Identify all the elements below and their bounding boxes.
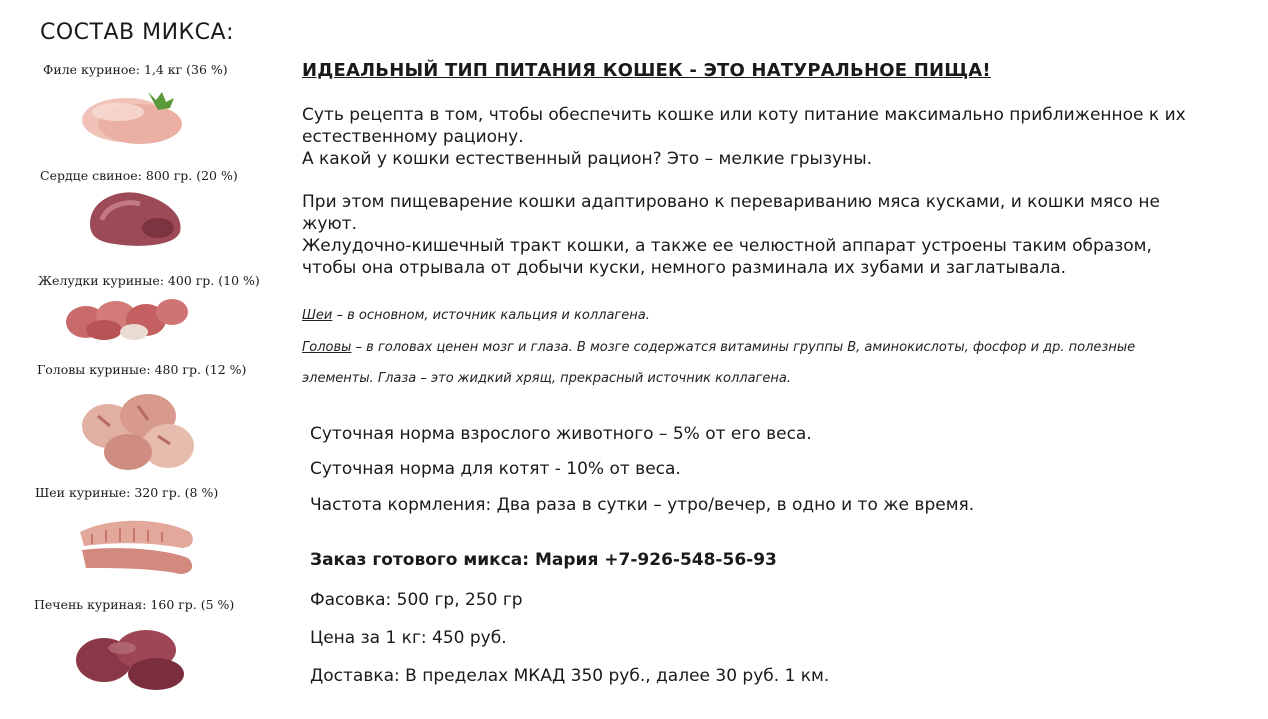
order-delivery: Доставка: В пределах МКАД 350 руб., далее 30 руб. 1 км. bbox=[310, 666, 830, 686]
paragraph-line: А какой у кошки естественный рацион? Это – мелкие грызуны. bbox=[302, 149, 873, 169]
chicken-heads-image bbox=[78, 386, 198, 476]
ingredient-label-chicken-liver: Печень куриная: 160 гр. (5 %) bbox=[34, 597, 235, 612]
ingredient-label-chicken-fillet: Филе куриное: 1,4 кг (36 %) bbox=[43, 62, 228, 77]
paragraph-line: чтобы она отрывала от добычи куски, немного разминала их зубами и заглатывала. bbox=[302, 258, 1067, 278]
note-heads bbox=[302, 340, 1135, 355]
note-necks-text: – в основном, источник кальция и коллагена. bbox=[332, 308, 650, 323]
note-heads-text: – в головах ценен мозг и глаза. В мозге содержатся витамины группы В, аминокислоты, фосфор и др. полезные bbox=[351, 340, 1136, 355]
paragraph-line: жуют. bbox=[302, 214, 357, 234]
paragraph-line: естественному рациону. bbox=[302, 127, 524, 147]
ingredient-label-chicken-gizzards: Желудки куриные: 400 гр. (10 %) bbox=[38, 273, 260, 288]
norm-kittens: Суточная норма для котят - 10% от веса. bbox=[310, 459, 681, 479]
note-necks-term: Шеи bbox=[302, 308, 333, 323]
chicken-gizzards-image bbox=[64, 290, 190, 346]
paragraph-line: При этом пищеварение кошки адаптировано к перевариванию мяса кусками, и кошки мясо не bbox=[302, 192, 1160, 212]
feeding-frequency: Частота кормления: Два раза в сутки – утро/вечер, в одно и то же время. bbox=[310, 495, 975, 515]
note-heads-term: Головы bbox=[302, 340, 352, 355]
ingredient-label-pork-heart: Сердце свиное: 800 гр. (20 %) bbox=[40, 168, 238, 183]
ingredient-label-chicken-heads: Головы куриные: 480 гр. (12 %) bbox=[37, 362, 247, 377]
note-heads-continued: элементы. Глаза – это жидкий хрящ, прекрасный источник коллагена. bbox=[302, 371, 791, 386]
chicken-liver-image bbox=[74, 620, 192, 692]
order-price: Цена за 1 кг: 450 руб. bbox=[310, 628, 507, 648]
chicken-fillet-image bbox=[78, 82, 188, 150]
order-packaging: Фасовка: 500 гр, 250 гр bbox=[310, 590, 523, 610]
mix-title: СОСТАВ МИКСА: bbox=[40, 20, 234, 45]
paragraph-line: Желудочно-кишечный тракт кошки, а также ее челюстной аппарат устроены таким образом, bbox=[302, 236, 1152, 256]
ingredient-label-chicken-necks: Шеи куриные: 320 гр. (8 %) bbox=[35, 485, 219, 500]
norm-adult: Суточная норма взрослого животного – 5% от его веса. bbox=[310, 424, 812, 444]
chicken-necks-image bbox=[72, 506, 200, 582]
note-necks bbox=[302, 308, 650, 323]
main-heading: ИДЕАЛЬНЫЙ ТИП ПИТАНИЯ КОШЕК - ЭТО НАТУРАЛЬНОЕ ПИЩА! bbox=[302, 60, 991, 81]
order-contact: Заказ готового микса: Мария +7-926-548-56-93 bbox=[310, 550, 777, 570]
paragraph-line: Суть рецепта в том, чтобы обеспечить кошке или коту питание максимально приближенное к их bbox=[302, 105, 1186, 125]
pork-heart-image bbox=[80, 184, 190, 252]
